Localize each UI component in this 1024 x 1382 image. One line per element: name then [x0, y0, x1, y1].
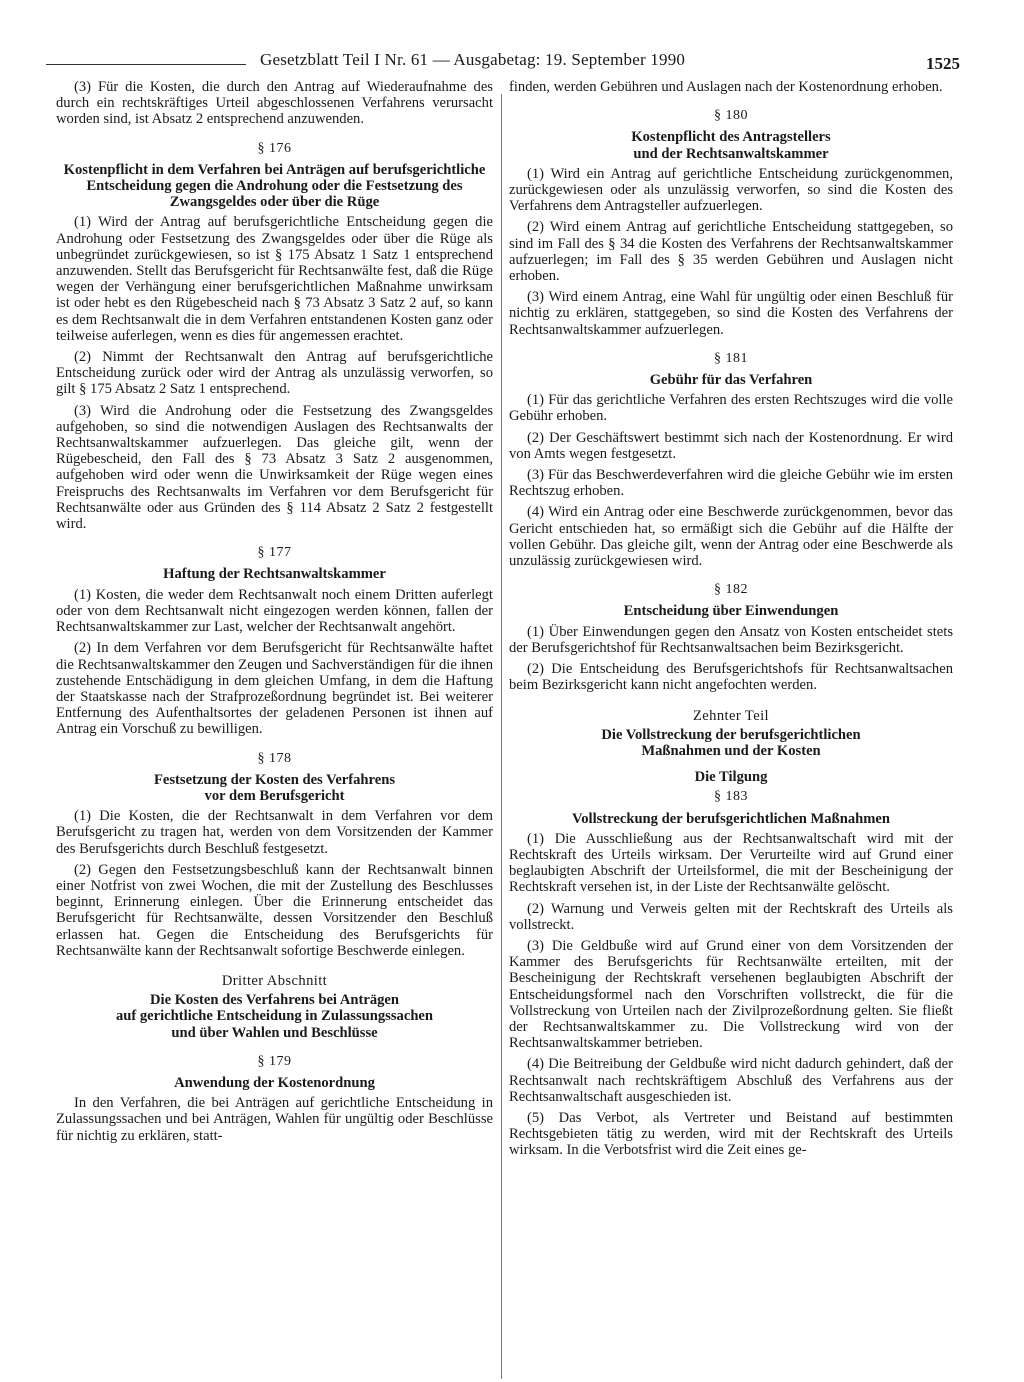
section-176-title: Kostenpflicht in dem Verfahren bei Anträgen auf berufsgerichtliche Entscheidung gegen die Androhung oder die Festsetzung des Zwangsgeldes oder über die Rüge [63, 161, 486, 211]
paragraph-183-4: (4) Die Beitreibung der Geldbuße wird nicht dadurch gehindert, daß der Rechtsanwalt nach rechtskräftigem Abschluß des Verfahrens aus der Rechtsanwaltschaft ausgeschieden ist. [509, 1056, 953, 1105]
paragraph-181-3: (3) Für das Beschwerdeverfahren wird die gleiche Gebühr wie im ersten Rechtszug erhoben. [509, 467, 953, 500]
paragraph-177-2: (2) In dem Verfahren vor dem Berufsgericht für Rechtsanwälte haftet die Rechtsanwaltskammer den Zeugen und Sachverständigen für die ihnen zustehende Entschädigung in dem gleichen Umfang, in dem die Haftung der Staatskasse nach der Strafprozeßordnung begründet ist. Bei weiterer Entfernung des Aufenthaltsortes der geladenen Personen ist ihnen auf Antrag ein Vorschuß zu bewilligen. [56, 640, 493, 738]
part-3-label: Dritter Abschnitt [221, 972, 328, 989]
page-number: 1525 [926, 54, 960, 73]
paragraph-181-2: (2) Der Geschäftswert bestimmt sich nach der Kostenordnung. Er wird von Amts wegen festgesetzt. [509, 429, 953, 462]
paragraph-178-2: (2) Gegen den Festsetzungsbeschluß kann der Rechtsanwalt binnen einer Notfrist von zwei Wochen, die mit der Zustellung des Beschlusses beginnt, Erinnerung einlegen. Über die Erinnerung entscheidet das Berufsgericht für Rechtsanwälte, dessen Vorsitzender den Beschluß erlassen hat. Gegen die Entscheidung des Berufsgerichts für Rechtsanwälte kann der Rechtsanwalt sofortige Beschwerde einlegen. [56, 861, 493, 959]
paragraph-182-1: (1) Über Einwendungen gegen den Ansatz von Kosten entscheidet stets der Berufsgerichtshof für Rechtsanwaltsachen beim Bezirksgericht. [509, 623, 953, 656]
paragraph-178-1: (1) Die Kosten, die der Rechtsanwalt in dem Verfahren vor dem Berufsgericht zu tragen hat, werden von dem Vorsitzenden der Kammer des Berufsgerichts durch Beschluß festgesetzt. [56, 808, 493, 857]
paragraph-179-continued: finden, werden Gebühren und Auslagen nach der Kostenordnung erhoben. [509, 79, 943, 95]
paragraph-181-4: (4) Wird ein Antrag oder eine Beschwerde zurückgenommen, bevor das Gericht entschieden hat, so ermäßigt sich die Gebühr auf die Hälfte der vollen Gebühr. Das gleiche gilt, wenn der Antrag oder eine Beschwerde als unzulässig zurückgewiesen wird. [509, 504, 953, 570]
paragraph-180-2: (2) Wird einem Antrag auf gerichtliche Entscheidung stattgegeben, so sind im Fall des § 34 die Kosten des Verfahrens der Rechtsanwaltskammer aufzuerlegen; im Fall des § 35 werden Gebühren und Auslagen nicht erhoben. [509, 219, 953, 285]
section-178-title-line-1: Festsetzung der Kosten des Verfahrens [153, 771, 396, 788]
section-178-number: § 178 [257, 750, 292, 766]
paragraph-179-1: In den Verfahren, die bei Anträgen auf gerichtliche Entscheidung in Zulassungssachen und bei Anträgen, Wahlen für ungültig oder Beschlüsse für nichtig zu erklären, statt- [56, 1095, 493, 1144]
paragraph-180-1: (1) Wird ein Antrag auf gerichtliche Entscheidung zurückgenommen, zurückgewiesen oder als unzulässig verworfen, so sind die Kosten des Verfahrens dem Antragsteller aufzuerlegen. [509, 165, 953, 215]
part-3-title-line-2: auf gerichtliche Entscheidung in Zulassungssachen [115, 1008, 434, 1025]
paragraph-177-1: (1) Kosten, die weder dem Rechtsanwalt noch einem Dritten auferlegt oder von dem Rechtsanwalt nicht eingezogen werden können, fallen der Rechtsanwaltskammer zur Last, welcher der Rechtsanwalt angehört. [56, 586, 493, 636]
section-180-title-line-1: Kostenpflicht des Antragstellers [631, 129, 831, 146]
part-10-label: Zehnter Teil [692, 707, 770, 724]
right-column [509, 79, 953, 1164]
paragraph-183-1: (1) Die Ausschließung aus der Rechtsanwaltschaft wird mit der Rechtskraft des Urteils wirksam. Der Verurteilte wird auf Grund einer beglaubigten Abschrift der Urteilsformel, die mit der Bescheinigung der Rechtskraft versehen ist, in der Liste der Rechtsanwälte gelöscht. [509, 830, 953, 896]
paragraph-182-2: (2) Die Entscheidung des Berufsgerichtshofs für Rechtsanwaltsachen beim Bezirksgericht kann nicht angefochten werden. [509, 661, 953, 694]
left-column [56, 79, 493, 1149]
section-180-title [509, 129, 953, 161]
paragraph-183-5: (5) Das Verbot, als Vertreter und Beistand auf bestimmten Rechtsgebieten tätig zu werden, wird mit der Rechtskraft des Urteils wirksam. In die Verbotsfrist wird die Zeit eines ge- [509, 1109, 953, 1159]
section-180-number: § 180 [714, 108, 748, 124]
part-10-title [509, 727, 953, 759]
section-178-title [56, 772, 493, 804]
section-181-title: Gebühr für das Verfahren [649, 372, 813, 389]
section-178-title-line-2: vor dem Berufsgericht [204, 787, 345, 804]
paragraph-183-3: (3) Die Geldbuße wird auf Grund einer von dem Vorsitzenden der Kammer des Berufsgerichts für Rechtsanwälte erteilten, mit der Bescheinigung der Rechtskraft versehenen beglaubigten Abschrift der Entscheidungsformel nach den Vorschriften vollstreckt, die für die Vollstreckung von Urteilen nach der Zivilprozeßordnung gelten. Sie fließt der Rechtsanwaltskammer zu. Die Vollstreckung wird von der Rechtsanwaltskammer betrieben. [509, 937, 953, 1052]
column-divider [501, 94, 502, 1379]
part-10-title-line-1: Die Vollstreckung der berufsgerichtlichen [601, 726, 861, 743]
part-10-title-line-2: Maßnahmen und der Kosten [641, 742, 821, 759]
section-182-number: § 182 [714, 582, 748, 598]
section-177-number: § 177 [257, 545, 292, 561]
section-179-title: Anwendung der Kostenordnung [174, 1074, 375, 1091]
paragraph-176-2: (2) Nimmt der Rechtsanwalt den Antrag auf berufsgerichtliche Entscheidung zurück oder wird der Antrag als unzulässig verworfen, so gilt § 175 Absatz 2 Satz 1 entsprechend. [56, 349, 493, 398]
paragraph-175-3: (3) Für die Kosten, die durch den Antrag auf Wiederaufnahme des durch ein rechtskräftiges Urteil abgeschlossenen Verfahrens verursacht worden sind, ist Absatz 2 entsprechend anzuwenden. [56, 79, 493, 128]
section-179-number: § 179 [257, 1053, 292, 1069]
section-181-number: § 181 [714, 350, 748, 366]
section-183-title: Vollstreckung der berufsgerichtlichen Maßnahmen [572, 810, 890, 827]
tilgung-title: Die Tilgung [694, 769, 768, 786]
paragraph-180-3: (3) Wird einem Antrag, eine Wahl für ungültig oder einen Beschluß für nichtig zu erklären, stattgegeben, so sind die Kosten des Verfahrens der Rechtsanwaltskammer aufzuerlegen. [509, 289, 953, 338]
paragraph-183-2: (2) Warnung und Verweis gelten mit der Rechtskraft des Urteils als vollstreckt. [509, 900, 953, 933]
section-177-title: Haftung der Rechtsanwaltskammer [163, 566, 386, 583]
paragraph-181-1: (1) Für das gerichtliche Verfahren des ersten Rechtszuges wird die volle Gebühr erhoben. [509, 392, 953, 425]
part-3-title-line-3: und über Wahlen und Beschlüsse [171, 1024, 378, 1041]
part-3-title-line-1: Die Kosten des Verfahrens bei Anträgen [149, 992, 400, 1009]
paragraph-176-3: (3) Wird die Androhung oder die Festsetzung des Zwangsgeldes aufgehoben, so sind die notwendigen Auslagen des Rechtsanwalts der Rechtsanwaltskammer aufzuerlegen. Das gleiche gilt, wenn der Rügebescheid, den Fall des § 73 Absatz 3 Satz 2 ausgenommen, aufgehoben wird oder wenn die Unwirksamkeit der Rüge wegen eines Freispruchs des Rechtsanwalts im Verfahren vor dem Berufsgericht für Rechtsanwälte oder aus Gründen des § 114 Absatz 2 Satz 2 festgestellt wird. [56, 402, 493, 533]
header-rule [46, 64, 246, 65]
section-176-number: § 176 [257, 140, 292, 156]
paragraph-176-1: (1) Wird der Antrag auf berufsgerichtliche Entscheidung gegen die Androhung oder Festsetzung des Zwangsgeldes oder über die Rüge als unbegründet zurückgewiesen, so ist § 175 Absatz 1 Satz 1 entsprechend anzuwenden. Stellt das Berufsgericht für Rechtsanwälte fest, daß die Rüge wegen der Verhängung einer berufsgerichtlichen Maßnahme unwirksam ist oder hebt es den Rügebescheid nach § 73 Absatz 3 Satz 2 auf, so kann es dem Rechtsanwalt die in dem Verfahren entstandenen Kosten ganz oder teilweise auferlegen, wenn es dies für angemessen erachtet. [56, 214, 493, 344]
section-180-title-line-2: und der Rechtsanwaltskammer [633, 145, 829, 162]
part-3-title [56, 992, 493, 1041]
header-title: Gesetzblatt Teil I Nr. 61 — Ausgabetag: 19. September 1990 [260, 50, 686, 69]
section-183-number: § 183 [714, 789, 748, 805]
page-header [46, 50, 962, 78]
section-182-title: Entscheidung über Einwendungen [623, 603, 839, 620]
